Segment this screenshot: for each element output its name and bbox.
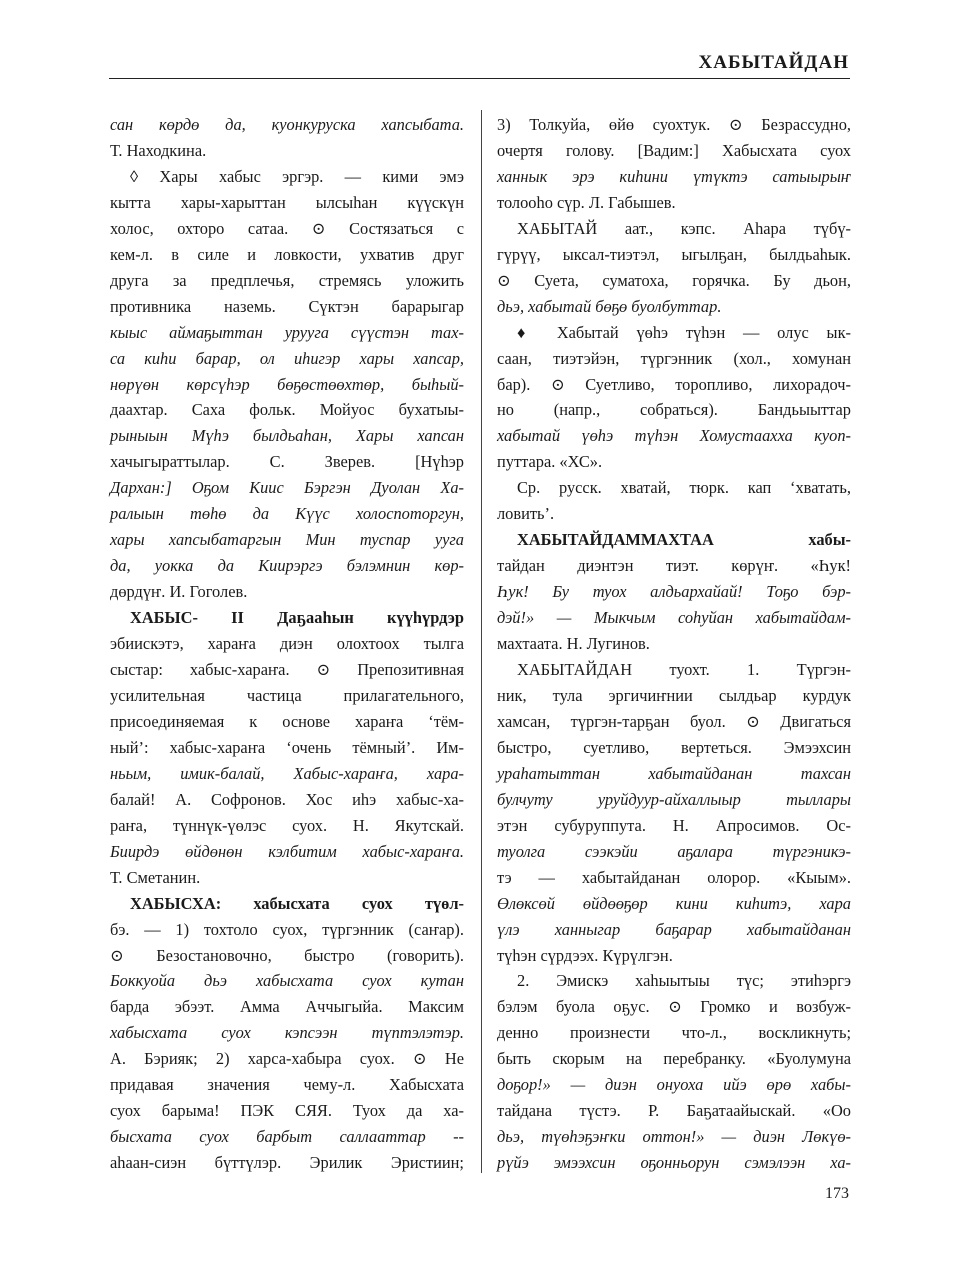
text-line: нөрүөн көрсүһэр бөҕөстөөхтөр, быһый- [110,374,464,394]
text-line: туолга сээкэйи аҕалара түргэникэ- [497,841,851,861]
text-line: рүйэ эмээхсин оҕонньорун сэмэлээн ха- [497,1153,851,1173]
text-line: кем-л. в силе и ловкости, ухватив друг [110,244,464,264]
text-line: даахтар. Саха фольк. Мойуос бухатыы- [110,400,464,420]
text-line: быть скорым на перебранку. «Буолумуна [497,1049,851,1069]
entry-headword-line: ХАБЫТАЙДАН туохт. 1. Түргэн- [517,660,851,680]
text-line: бэлэм буола оҕус. ⊙ Громко и возбуж- [497,997,851,1017]
text-line: друга за предплечья, стремясь уложить [110,270,464,290]
text-line: ⊙ Безостановочно, быстро (говорить). [110,945,464,965]
text-line: ловить’. [497,504,555,524]
text-line: гүрүү, ыксал-тиэтэл, ыгылҕан, былдьаһык. [497,244,851,264]
text-line: барда эбээт. Амма Аччыгыйа. Максим [110,997,464,1017]
text-line: ханнык эрэ киһини үтүктэ сатыырыҥ [497,166,851,186]
text-line: хамсан, түргэн-тарҕан буол. ⊙ Двигаться [497,711,851,731]
text-line: дьэ, хабытай бөҕө буолбуттар. [497,296,722,316]
text-line: доҕор!» — диэн онуоха ийэ өрө хабы- [497,1075,851,1095]
text-line: тайдан диэнтэн тиэт. көрүҥ. «Һук! [497,556,851,576]
text-line: Һук! Бу туох алдьархайай! Тоҕо бэр- [497,582,851,602]
text-line: этэн субуруппута. Н. Апросимов. Ос- [497,815,851,835]
text-line: дөрдүҥ. И. Гоголев. [110,582,248,602]
running-title: ХАБЫТАЙДАН [698,52,849,73]
text-line: махтаата. Н. Лугинов. [497,634,650,654]
text-line: ный’: хабыс-хараҥа ‘очень тёмный’. Им- [110,737,464,757]
text-line: Т. Сметанин. [110,867,201,887]
text-line: противника наземь. Сүктэн барарыгар [110,296,464,316]
text-line: са киһи барар, ол иһигэр хары хапсар, [110,348,464,368]
text-line: сыстар: хабыс-хараҥа. ⊙ Препозитивная [110,660,464,680]
text-line: булчуту уруйдуур-айхаллыыр тыллары [497,789,851,809]
text-line: придавая значения чему-л. Хабысхата [110,1075,464,1095]
text-line: да, уокка да Киирэргэ бэлэмнин көр- [110,556,464,576]
column-divider [481,110,482,1173]
text-line: очертя голову. [Вадим:] Хабысхата суох [497,140,851,160]
text-line: бэ. — 1) тохтоло суох, түргэнник (саҥар). [110,919,464,939]
text-line: Т. Находкина. [110,140,207,160]
text-line: ньым, имик-балай, Хабыс-хараҥа, хара- [110,763,464,783]
text-line: бысхата суох барбыт саллааттар -- [110,1127,464,1147]
text-line: ник, тула эргичиҥнии сылдьар курдук [497,685,851,705]
text-line: холос, охторо сатаа. ⊙ Состязаться с [110,218,464,238]
text-line: түһэн сүрдээх. Күрүлгэн. [497,945,673,965]
left-column [110,112,464,1176]
text-line: присоединяемая к основе хараҥа ‘тём- [110,711,464,731]
header-rule [109,78,850,79]
text-line: 2. Эмискэ хаһыытыы түс; этиһэргэ [517,971,851,991]
text-line: денно произнести что-л., воскликнуть; [497,1023,851,1043]
text-line: ◊ Хары хабыс эргэр. — кими эмэ [130,166,464,186]
text-line: сан көрдө да, куонкуруска хапсыбата. [110,115,464,134]
entry-headword-line: ХАБЫТАЙДАММАХТАА хабы- [517,530,851,550]
text-line: 3) Толкуйа, өйө суохтук. ⊙ Безрассудно, [497,115,851,134]
text-line: хабысхата суох кэпсээн түптэлэтэр. [110,1023,464,1043]
text-line: Өлөксөй өйдөөҕөр кини киһитэ, хара [497,893,851,913]
text-line: хачыгыраттылар. С. Зверев. [Нүһэр [110,452,464,472]
text-line: ураһатыттан хабытайданан тахсан [497,763,851,783]
text-line: Биирдэ өйдөнөн кэлбитим хабыс-хараҥа. [110,841,464,861]
text-line: дэй!» — Мыкчым соһуйан хабытайдам- [497,608,851,628]
text-line: рыныын Мүһэ былдьаһан, Хары хапсан [110,426,464,446]
text-line: хабытай үөһэ түһэн Хомустаахха куоп- [497,426,851,446]
text-line: суох барыма! ПЭК СЯЯ. Туох да ха- [110,1101,464,1121]
text-line: толооһо сүр. Л. Габышев. [497,192,676,212]
entry-headword-line: ХАБЫС- II Даҕааһын күүһүрдэр [130,608,464,628]
text-line: балай! А. Софронов. Хос иһэ хабыс-ха- [110,789,464,809]
text-line: саан, тиэтэйэн, түргэнник (хол., хомунан [497,348,851,368]
text-line: Дархан:] Оҕом Киис Бэргэн Дуолан Ха- [110,478,464,498]
text-line: тэ — хабытайданан олорор. «Кыым». [497,867,851,887]
text-line: дьэ, түөһэҕэҥки оттон!» — диэн Лөкүө- [497,1127,851,1147]
text-line: усилительная частица прилагательного, [110,685,464,705]
text-line: тайдана түстэ. Р. Баҕатаайыскай. «Оо [497,1101,851,1121]
text-line: кыыс аймаҕыттан уруугa сүүстэн тах- [110,322,464,342]
text-line: үлэ ханныгар баҕарар хабытайданан [497,919,851,939]
page-number: 173 [825,1185,849,1202]
text-line: ♦ Хабытай үөһэ түһэн — олус ык- [517,322,851,342]
text-line: быстро, суетливо, вертеться. Эмээхсин [497,737,851,757]
text-line: ⊙ Суета, суматоха, горячка. Бу дьон, [497,270,851,290]
text-line: бар). ⊙ Суетливо, торопливо, лихорадоч- [497,374,851,394]
text-line: но (напр., собраться). Бандьыыттар [497,400,851,420]
text-line: раҥа, түннүк-үөлэс суох. Н. Якутскай. [110,815,464,835]
text-line: путтара. «ХС». [497,452,603,472]
entry-headword-line: ХАБЫТАЙ аат., кэпс. Аһара түбү- [517,218,851,238]
text-line: хары хапсыбатаргын Мин туспар ууга [110,530,464,550]
text-line: эбиискэтэ, хараҥа диэн олохтоох тылга [110,634,464,654]
text-line: кытта хары-харыттан ылсыһан күүскүн [110,192,464,212]
text-line: аһаан-сиэн бүттүлэр. Эрилик Эристиин; [110,1153,464,1173]
text-line: Боккуойа дьэ хабысхата суох кутан [110,971,464,991]
right-column [497,112,851,1176]
text-line: ралыын төһө да Күүс холоспоторгун, [110,504,464,524]
entry-headword-line: ХАБЫСХА: хабысхата суох түөл- [130,893,464,913]
text-line: Ср. русск. хватай, тюрк. кап ‘хватать, [517,478,851,498]
text-line: А. Бэрияк; 2) харса-хабыра суох. ⊙ Не [110,1049,464,1069]
